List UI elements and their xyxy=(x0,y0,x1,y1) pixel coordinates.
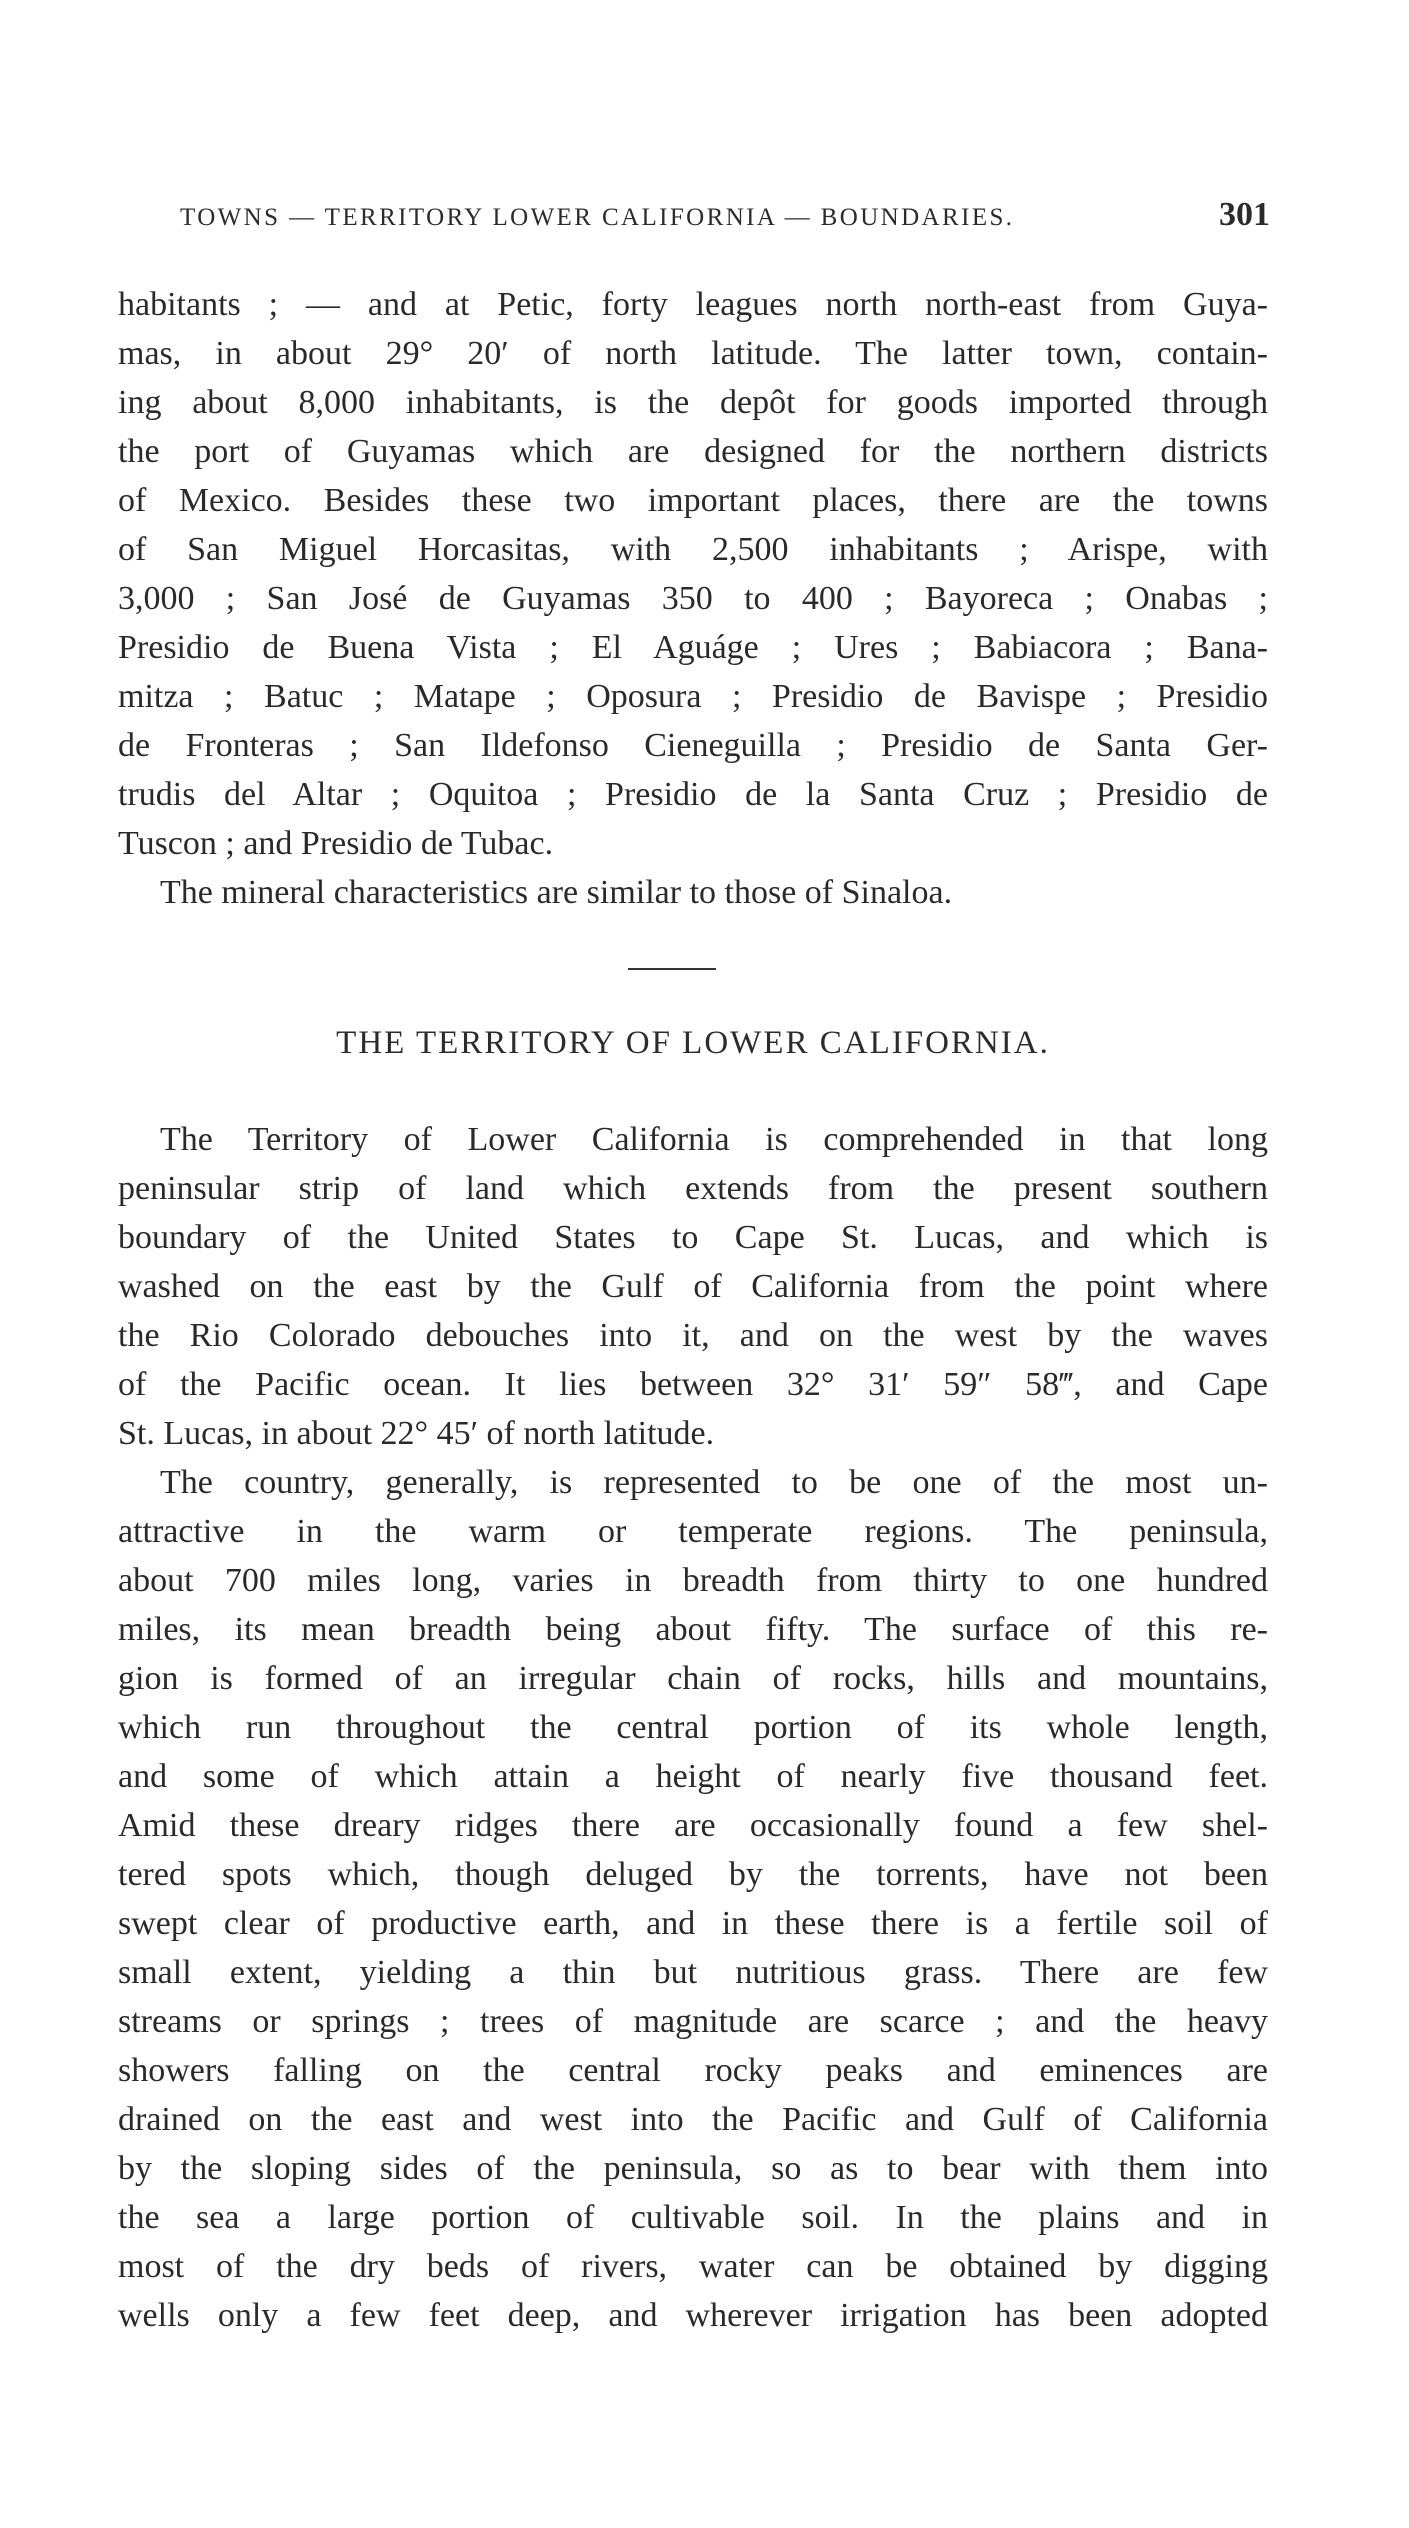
text-line: the port of Guyamas which are designed for the northern districts xyxy=(118,433,1268,470)
text-line: 3,000 ; San José de Guyamas 350 to 400 ; Bayoreca ; Onabas ; xyxy=(118,580,1268,617)
text-line: peninsular strip of land which extends from the present southern xyxy=(118,1170,1268,1207)
text-line: by the sloping sides of the peninsula, so as to bear with them into xyxy=(118,2150,1268,2187)
text-line: St. Lucas, in about 22° 45′ of north latitude. xyxy=(118,1415,715,1452)
text-line: of San Miguel Horcasitas, with 2,500 inhabitants ; Arispe, with xyxy=(118,531,1268,568)
text-line: small extent, yielding a thin but nutritious grass. There are few xyxy=(118,1954,1268,1991)
text-line: drained on the east and west into the Pacific and Gulf of California xyxy=(118,2101,1268,2138)
text-line: swept clear of productive earth, and in these there is a fertile soil of xyxy=(118,1905,1268,1942)
section-divider xyxy=(628,968,716,970)
text-line: Tuscon ; and Presidio de Tubac. xyxy=(118,825,554,862)
paragraph-country-description xyxy=(118,1458,1268,2340)
text-line: and some of which attain a height of nearly five thousand feet. xyxy=(118,1758,1268,1795)
running-title: TOWNS — TERRITORY LOWER CALIFORNIA — BOUNDARIES. xyxy=(180,204,1015,231)
text-line: de Fronteras ; San Ildefonso Cieneguilla ; Presidio de Santa Ger- xyxy=(118,727,1268,764)
paragraph-boundaries xyxy=(118,1115,1268,1458)
text-line: mitza ; Batuc ; Matape ; Oposura ; Presidio de Bavispe ; Presidio xyxy=(118,678,1268,715)
section-heading: THE TERRITORY OF LOWER CALIFORNIA. xyxy=(336,1025,1050,1061)
text-line: which run throughout the central portion of its whole length, xyxy=(118,1709,1268,1746)
text-line: attractive in the warm or temperate regions. The peninsula, xyxy=(118,1513,1268,1550)
running-head xyxy=(180,196,1270,240)
text-line: gion is formed of an irregular chain of rocks, hills and mountains, xyxy=(118,1660,1268,1697)
page-number: 301 xyxy=(1219,196,1270,233)
text-line: miles, its mean breadth being about fifty. The surface of this re- xyxy=(118,1611,1268,1648)
text-line: most of the dry beds of rivers, water can be obtained by digging xyxy=(118,2248,1268,2285)
text-line: ing about 8,000 inhabitants, is the depôt for goods imported through xyxy=(118,384,1268,421)
text-line: showers falling on the central rocky peaks and eminences are xyxy=(118,2052,1268,2089)
section-sonora-towns xyxy=(118,280,1268,917)
text-line: trudis del Altar ; Oquitoa ; Presidio de la Santa Cruz ; Presidio de xyxy=(118,776,1268,813)
text-line: wells only a few feet deep, and wherever irrigation has been adopted xyxy=(118,2297,1268,2334)
text-line: the sea a large portion of cultivable soil. In the plains and in xyxy=(118,2199,1268,2236)
text-line: boundary of the United States to Cape St. Lucas, and which is xyxy=(118,1219,1268,1256)
text-line: streams or springs ; trees of magnitude are scarce ; and the heavy xyxy=(118,2003,1268,2040)
text-line: of Mexico. Besides these two important places, there are the towns xyxy=(118,482,1268,519)
text-line: the Rio Colorado debouches into it, and on the west by the waves xyxy=(118,1317,1268,1354)
text-line: Amid these dreary ridges there are occasionally found a few shel- xyxy=(118,1807,1268,1844)
text-line: The country, generally, is represented to be one of the most un- xyxy=(160,1464,1268,1501)
text-line: of the Pacific ocean. It lies between 32° 31′ 59″ 58‴, and Cape xyxy=(118,1366,1268,1403)
text-line: mas, in about 29° 20′ of north latitude. The latter town, contain- xyxy=(118,335,1268,372)
text-line: about 700 miles long, varies in breadth from thirty to one hundred xyxy=(118,1562,1268,1599)
text-line: The Territory of Lower California is comprehended in that long xyxy=(160,1121,1268,1158)
text-line: tered spots which, though deluged by the torrents, have not been xyxy=(118,1856,1268,1893)
text-line: habitants ; — and at Petic, forty leagues north north-east from Guya- xyxy=(118,286,1268,323)
text-line: Presidio de Buena Vista ; El Aguáge ; Ures ; Babiacora ; Bana- xyxy=(118,629,1268,666)
closing-line: The mineral characteristics are similar to those of Sinaloa. xyxy=(160,874,953,911)
text-line: washed on the east by the Gulf of California from the point where xyxy=(118,1268,1268,1305)
